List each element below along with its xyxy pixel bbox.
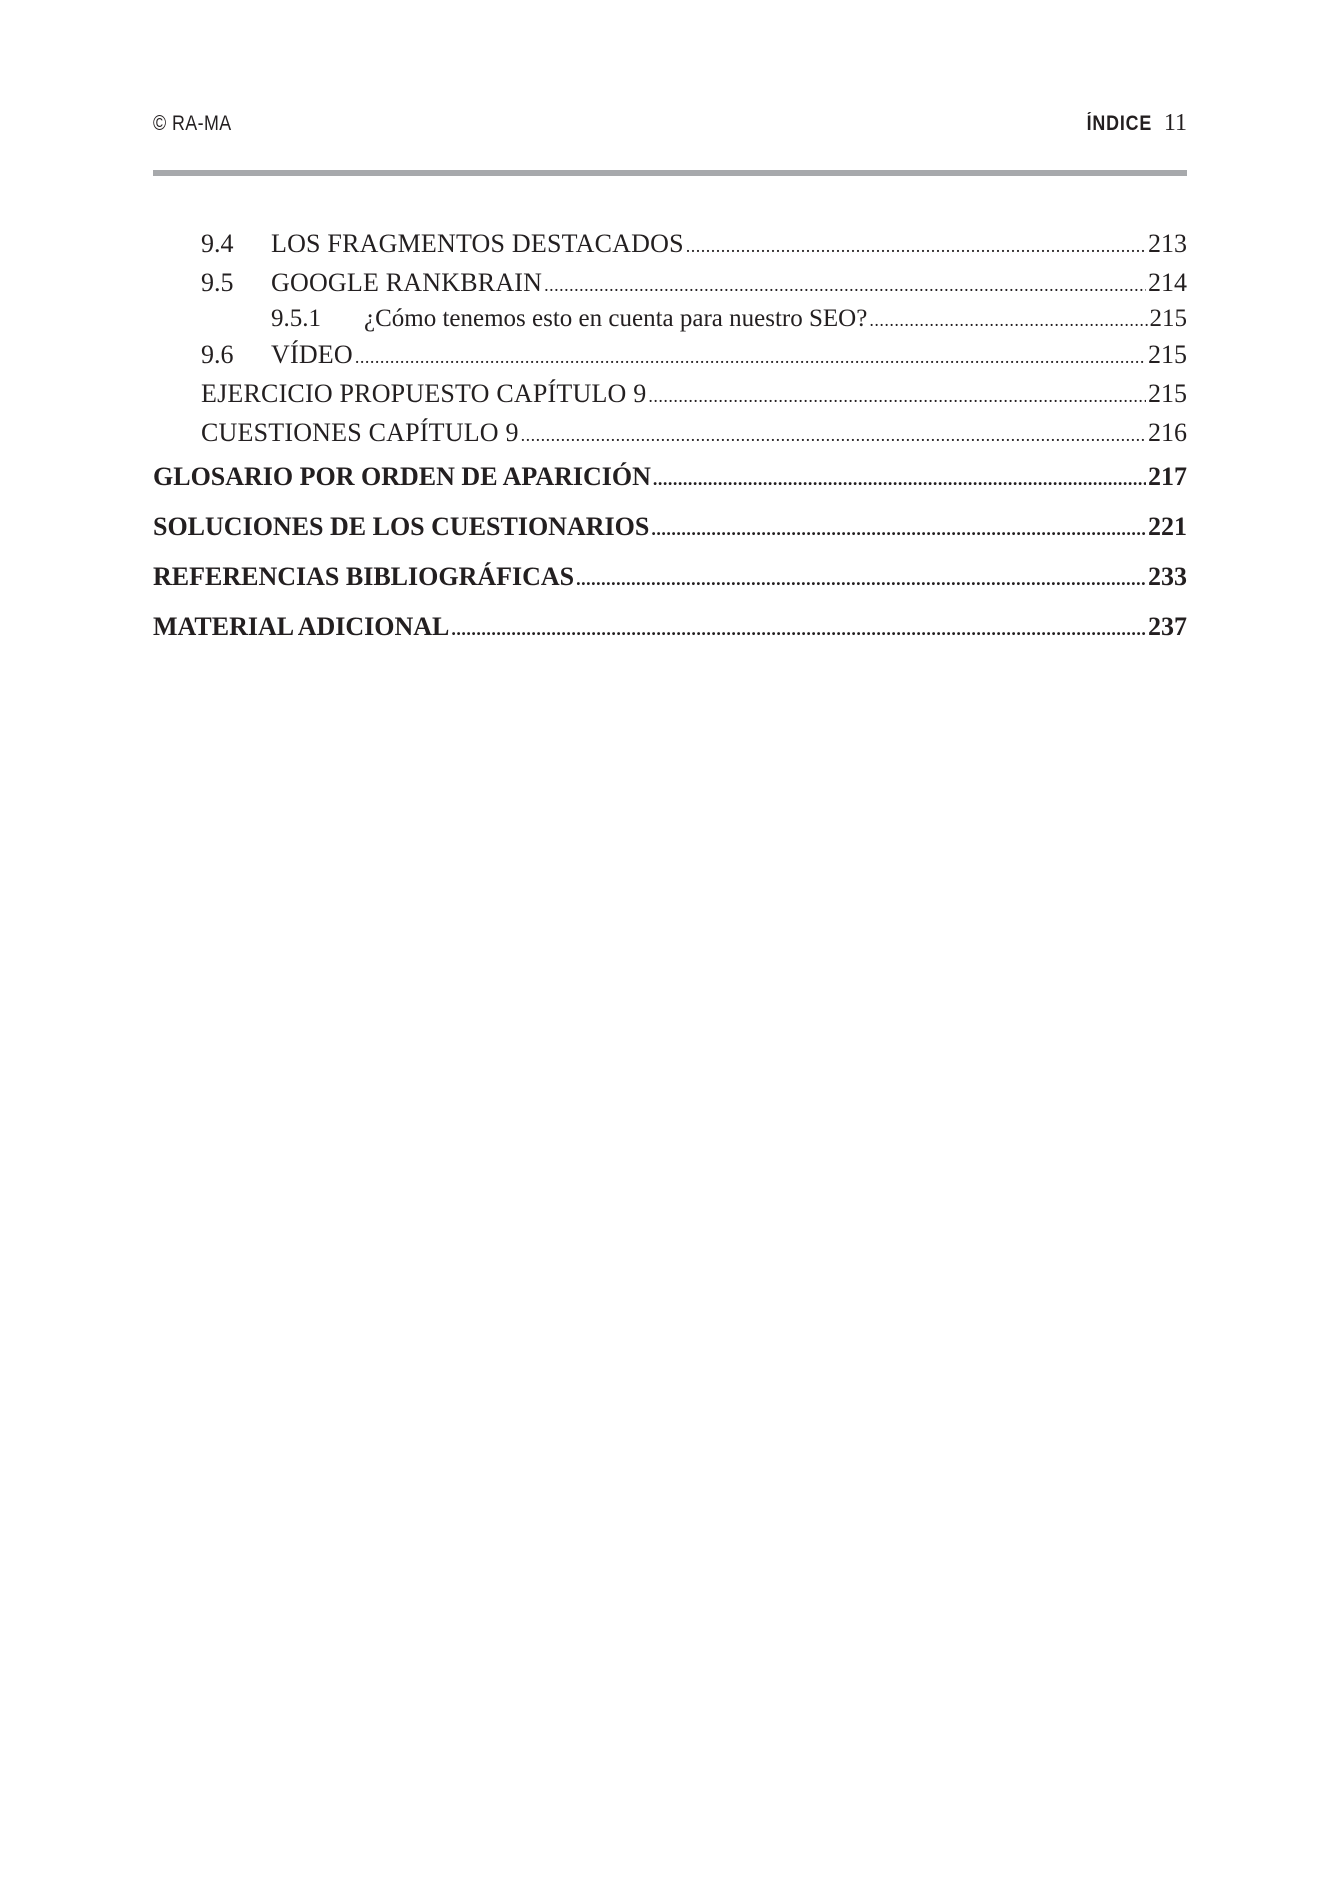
toc-entry-title: EJERCICIO PROPUESTO CAPÍTULO 9	[201, 379, 647, 408]
toc-dot-leader	[355, 335, 1146, 377]
toc-entry-title: REFERENCIAS BIBLIOGRÁFICAS	[153, 562, 575, 591]
toc-entry-number: 9.6	[201, 340, 234, 369]
toc-dot-leader	[653, 452, 1146, 504]
page-number: 11	[1163, 110, 1187, 136]
toc-entry[interactable]	[153, 502, 1187, 552]
toc-entry-page: 215	[1149, 305, 1187, 332]
toc-entry-page: 213	[1148, 229, 1187, 258]
section-name: ÍNDICE	[1086, 112, 1152, 135]
toc-dot-leader	[521, 413, 1146, 455]
toc-entry-title: CUESTIONES CAPÍTULO 9	[201, 418, 519, 447]
toc-dot-leader	[869, 302, 1147, 337]
toc-dot-leader	[544, 263, 1146, 305]
header-rule	[153, 170, 1187, 176]
toc-entry[interactable]	[153, 302, 1187, 335]
toc-dot-leader	[451, 602, 1146, 654]
toc-entry-number: 9.4	[201, 229, 234, 258]
toc-entry-page: 215	[1148, 340, 1187, 369]
toc-entry-title: VÍDEO	[271, 340, 353, 369]
toc-entry-page: 214	[1148, 268, 1187, 297]
toc-dot-leader	[686, 224, 1146, 266]
toc-entry[interactable]	[153, 413, 1187, 452]
table-of-contents	[153, 224, 1187, 652]
toc-entry-page: 233	[1148, 562, 1187, 591]
toc-entry-title: GOOGLE RANKBRAIN	[271, 268, 543, 297]
toc-dot-leader	[648, 374, 1146, 416]
toc-dot-leader	[576, 552, 1146, 604]
toc-entry-page: 221	[1148, 512, 1187, 541]
toc-entry-title: SOLUCIONES DE LOS CUESTIONARIOS	[153, 512, 650, 541]
toc-entry-page: 217	[1148, 462, 1187, 491]
toc-entry-page: 216	[1148, 418, 1187, 447]
toc-entry-title: GLOSARIO POR ORDEN DE APARICIÓN	[153, 462, 651, 491]
toc-entry[interactable]	[153, 263, 1187, 302]
toc-entry-page: 215	[1148, 379, 1187, 408]
toc-entry-title: LOS FRAGMENTOS DESTACADOS	[271, 229, 684, 258]
toc-entry-number: 9.5.1	[271, 305, 321, 332]
toc-entry-number: 9.5	[201, 268, 234, 297]
toc-entry-page: 237	[1148, 612, 1187, 641]
toc-entry[interactable]	[153, 552, 1187, 602]
publisher-label: © RA-MA	[153, 112, 232, 135]
toc-entry[interactable]	[153, 452, 1187, 502]
running-head	[1075, 110, 1187, 137]
toc-dot-leader	[651, 502, 1146, 554]
toc-entry[interactable]	[153, 374, 1187, 413]
toc-entry[interactable]	[153, 602, 1187, 652]
toc-entry-title: MATERIAL ADICIONAL	[153, 612, 450, 641]
page-header	[153, 108, 1187, 144]
toc-entry[interactable]	[153, 224, 1187, 263]
toc-entry[interactable]	[153, 335, 1187, 374]
toc-entry-title: ¿Cómo tenemos esto en cuenta para nuestro SEO?	[364, 305, 868, 332]
